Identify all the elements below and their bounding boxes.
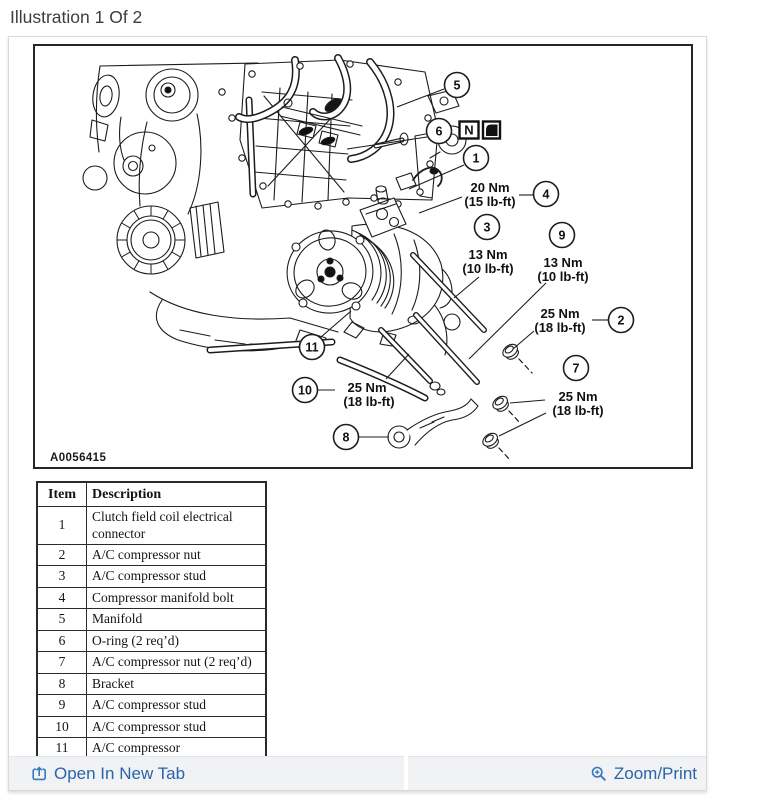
item-cell: 1 [37, 507, 87, 545]
torque-label-7 [552, 389, 603, 418]
svg-text:1: 1 [472, 151, 480, 166]
callout-4 [534, 182, 559, 207]
svg-text:25 Nm: 25 Nm [347, 380, 387, 395]
description-cell: A/C compressor [87, 738, 267, 760]
table-row [37, 630, 266, 651]
page-title: Illustration 1 Of 2 [10, 7, 143, 27]
table-row [37, 673, 266, 694]
note-badges [460, 122, 501, 139]
description-cell: O-ring (2 req’d) [87, 630, 267, 651]
footer-right-cell [408, 756, 706, 790]
lubricant-droplet-icon [486, 125, 498, 137]
description-cell: A/C compressor stud [87, 695, 267, 716]
description-header: Description [87, 482, 267, 507]
item-cell: 3 [37, 566, 87, 587]
item-cell: 9 [37, 695, 87, 716]
torque-label-3 [462, 247, 513, 276]
figure-code: A0056415 [50, 452, 107, 464]
description-cell: Bracket [87, 673, 267, 694]
svg-text:13 Nm: 13 Nm [468, 247, 508, 262]
table-row [37, 716, 266, 737]
svg-text:(18 lb-ft): (18 lb-ft) [552, 403, 604, 418]
table-row [37, 545, 266, 566]
svg-text:13 Nm: 13 Nm [543, 255, 583, 270]
item-cell: 5 [37, 609, 87, 630]
svg-text:11: 11 [305, 340, 319, 355]
torque-label-2 [534, 306, 585, 335]
table-row [37, 652, 266, 673]
callout-9 [550, 223, 575, 248]
callout-11 [300, 335, 325, 360]
illustration-panel [8, 36, 707, 791]
diagram-frame [33, 44, 693, 469]
description-cell: Compressor manifold bolt [87, 587, 267, 608]
table-row [37, 507, 266, 545]
svg-text:20 Nm: 20 Nm [470, 180, 510, 195]
svg-text:8: 8 [342, 430, 350, 445]
svg-text:2: 2 [617, 313, 625, 328]
svg-text:(18 lb-ft): (18 lb-ft) [343, 394, 395, 409]
table-header-row [37, 482, 266, 507]
torque-label-10 [343, 380, 394, 409]
svg-text:7: 7 [572, 361, 580, 376]
o-ring [320, 136, 335, 146]
torque-label-9 [537, 255, 588, 284]
callout-6 [427, 119, 452, 144]
engine-diagram [35, 46, 691, 467]
footer-left-cell [9, 756, 404, 790]
svg-text:9: 9 [558, 228, 566, 243]
callout-5 [445, 73, 470, 98]
open-in-new-tab-label: Open In New Tab [54, 763, 186, 783]
item-cell: 11 [37, 738, 87, 760]
description-cell: A/C compressor nut (2 req’d) [87, 652, 267, 673]
zoom-print-label: Zoom/Print [613, 763, 697, 783]
svg-text:10: 10 [298, 383, 312, 398]
callout-10 [293, 378, 318, 403]
svg-text:4: 4 [542, 187, 550, 202]
footer-bar [9, 756, 706, 790]
svg-text:25 Nm: 25 Nm [558, 389, 598, 404]
svg-text:3: 3 [483, 220, 491, 235]
description-cell: Clutch field coil electrical connector [87, 507, 267, 545]
engine-line-art [35, 46, 532, 460]
svg-text:(10 lb-ft): (10 lb-ft) [537, 269, 589, 284]
zoom-magnifier-icon [591, 766, 607, 782]
table-row [37, 587, 266, 608]
item-header: Item [37, 482, 87, 507]
o-ring [298, 126, 313, 136]
svg-text:25 Nm: 25 Nm [540, 306, 580, 321]
item-cell: 8 [37, 673, 87, 694]
callout-3 [475, 215, 500, 240]
svg-text:(18 lb-ft): (18 lb-ft) [534, 320, 586, 335]
svg-text:(10 lb-ft): (10 lb-ft) [462, 261, 514, 276]
n-badge: N [464, 122, 474, 138]
svg-text:6: 6 [435, 124, 443, 139]
table-row [37, 695, 266, 716]
callout-7 [564, 356, 589, 381]
svg-text:5: 5 [453, 78, 461, 93]
callout-8 [334, 425, 359, 450]
callout-2 [609, 308, 634, 333]
description-cell: A/C compressor nut [87, 545, 267, 566]
parts-table [36, 481, 267, 761]
item-cell: 7 [37, 652, 87, 673]
zoom-print-link[interactable] [591, 764, 697, 784]
svg-text:(15 lb-ft): (15 lb-ft) [464, 194, 516, 209]
description-cell: A/C compressor stud [87, 716, 267, 737]
table-row [37, 609, 266, 630]
item-cell: 2 [37, 545, 87, 566]
torque-label-4 [464, 180, 515, 209]
table-row [37, 566, 266, 587]
description-cell: Manifold [87, 609, 267, 630]
open-in-new-tab-icon [32, 766, 47, 781]
description-cell: A/C compressor stud [87, 566, 267, 587]
item-cell: 10 [37, 716, 87, 737]
bracket [388, 399, 478, 448]
callout-1 [464, 146, 489, 171]
open-in-new-tab-link[interactable] [32, 764, 185, 784]
item-cell: 6 [37, 630, 87, 651]
item-cell: 4 [37, 587, 87, 608]
